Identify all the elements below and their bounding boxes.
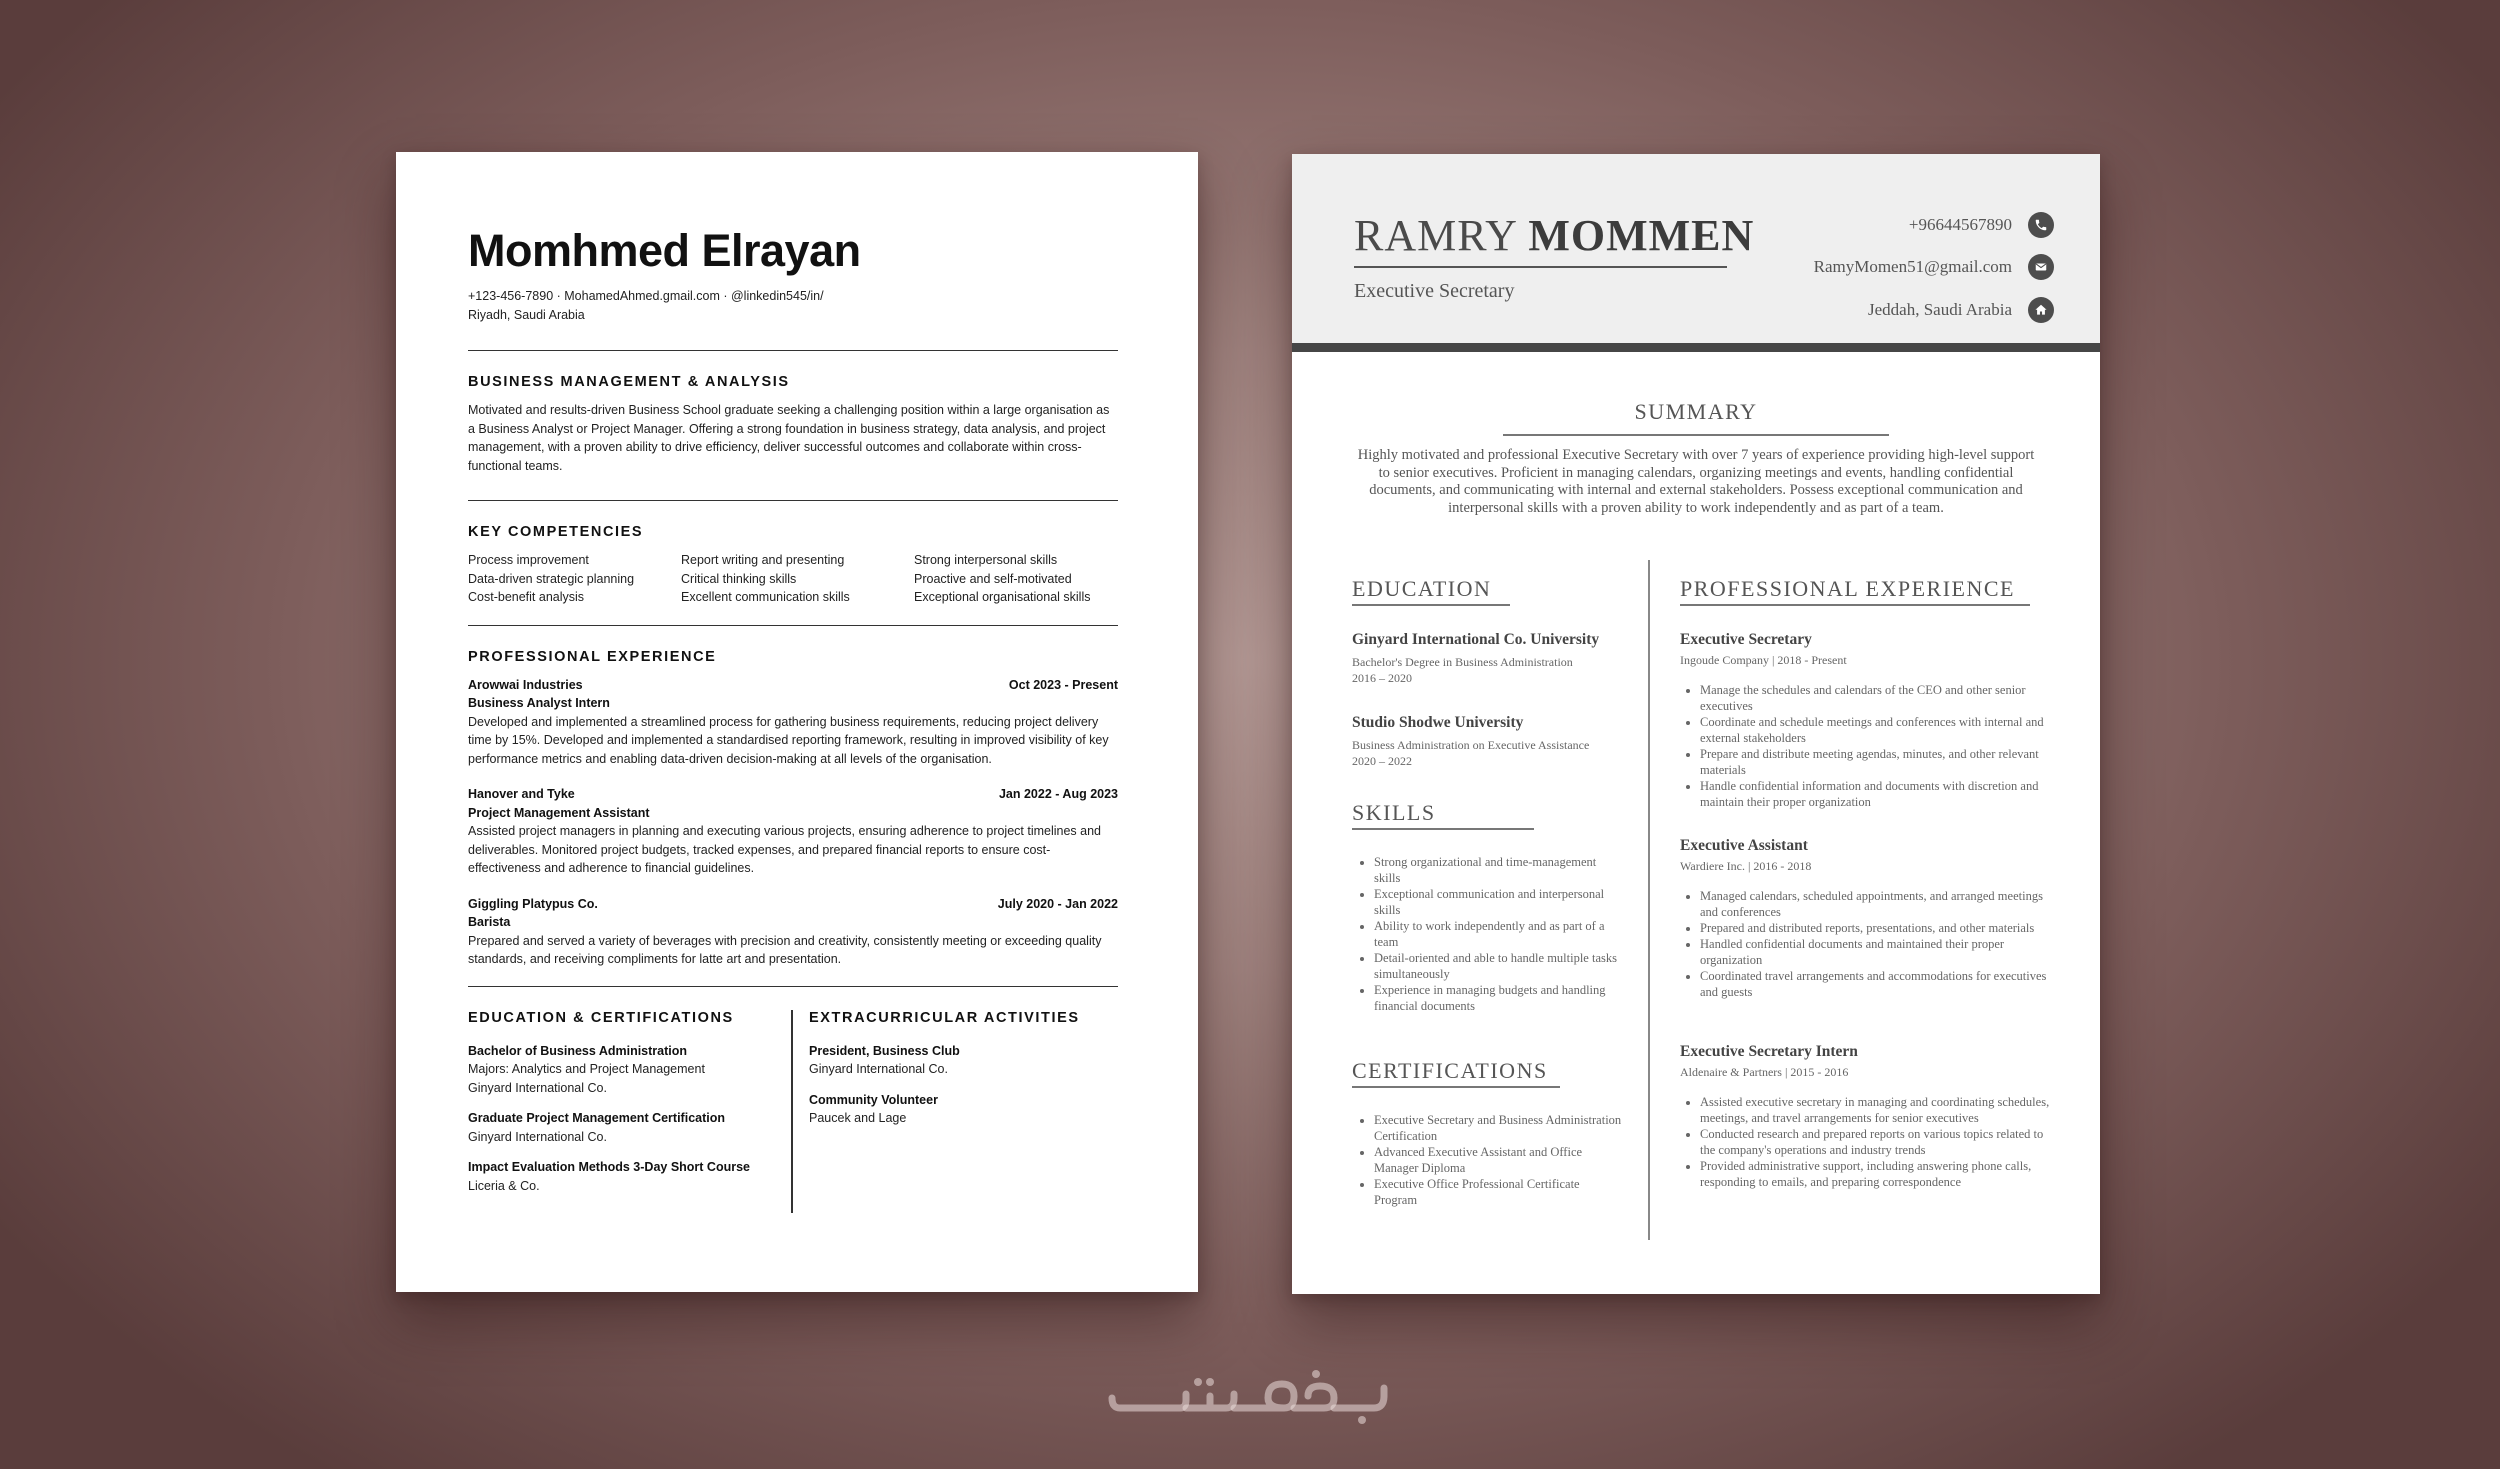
job-entry [468, 895, 1118, 969]
activity-title: President, Business Club [809, 1043, 960, 1058]
mail-icon [2028, 254, 2054, 280]
competency-item: Proactive and self-motivated [914, 571, 1072, 586]
education-degree: Business Administration on Executive Assistance [1352, 738, 1590, 752]
khamsat-logo-watermark [1100, 1362, 1400, 1432]
certification-item: • Executive Secretary and Business Administration Certification [1374, 1112, 1624, 1144]
job-role: Executive Secretary Intern [1680, 1043, 1858, 1060]
resume1-contact-line: +123-456-7890 · MohamedAhmed.gmail.com · @linkedin545/in/ [468, 289, 824, 303]
education-detail: Majors: Analytics and Project Management [468, 1062, 705, 1076]
experience-underline [1680, 604, 2030, 606]
competency-item: Excellent communication skills [681, 590, 850, 604]
job-entry [468, 676, 1118, 769]
contact-email [1814, 254, 2054, 280]
job-bullet: • Prepared and distributed reports, presentations, and other materials [1700, 920, 2060, 936]
resume2-job-title: Executive Secretary [1354, 280, 1515, 302]
resume2-last-name: MOMMEN [1528, 211, 1755, 260]
competencies-heading: KEY COMPETENCIES [468, 524, 644, 540]
education-heading: EDUCATION & CERTIFICATIONS [468, 1009, 734, 1026]
job-role: Executive Assistant [1680, 837, 1808, 854]
education-underline [1352, 604, 1510, 606]
education-activities-row [468, 1010, 1118, 1213]
education-heading: EDUCATION [1352, 576, 1492, 601]
job-entry [1680, 837, 2060, 1000]
contact-location [1868, 297, 2054, 323]
job-entry [1680, 1043, 2060, 1190]
activities-heading: EXTRACURRICULAR ACTIVITIES [809, 1009, 1080, 1026]
summary-text: Highly motivated and professional Executive Secretary with over 7 years of experience providing high-level support to senior executives. Proficient in managing calendars, organizing meetings and events, handling confidential documents, and communicating with internal and external stakeholders. Possess exceptional communication and interpersonal skills with a proven ability to work independently and as part of a team. [1357, 447, 2035, 516]
education-detail: Ginyard International Co. [468, 1129, 607, 1144]
education-entry [1352, 631, 1599, 686]
job-role: Business Analyst Intern [468, 696, 610, 710]
column-divider [1648, 560, 1650, 1240]
resume-business-analyst [396, 152, 1198, 1292]
job-company: Arowwai Industries [468, 677, 583, 692]
job-dates: July 2020 - Jan 2022 [997, 896, 1118, 911]
name-underline [1354, 266, 1727, 268]
job-entry [468, 785, 1118, 878]
job-role: Barista [468, 915, 511, 929]
education-title: Bachelor of Business Administration [468, 1043, 688, 1058]
competency-item: Data-driven strategic planning [468, 571, 635, 586]
job-meta: Aldenaire & Partners | 2015 - 2016 [1680, 1065, 1849, 1079]
competency-item: Cost-benefit analysis [468, 590, 585, 604]
activity-detail: Paucek and Lage [809, 1111, 907, 1125]
resume1-location: Riyadh, Saudi Arabia [468, 308, 585, 322]
job-description: Assisted project managers in planning and executing various projects, ensuring adherence to project timelines and deliverables. Monitored project budgets, tracked expenses, and prepared financial reports to ensure cost-effectiveness and adherence to financial guidelines. [468, 824, 1102, 875]
resume1-name: Momhmed Elrayan [468, 225, 861, 276]
resume2-name [1354, 211, 1755, 260]
job-description: Developed and implemented a streamlined process for gathering business requirements, reducing project delivery time by 15%. Developed and implemented a standardised reporting framework, resulting in improved visibility of key performance metrics and enabling data-driven decision-making at all levels of the organisation. [468, 714, 1109, 766]
home-icon [2028, 297, 2054, 323]
activity-detail: Ginyard International Co. [809, 1062, 948, 1076]
education-column [468, 1010, 793, 1213]
certification-item: • Advanced Executive Assistant and Office Manager Diploma [1374, 1144, 1624, 1176]
summary-text: Motivated and results-driven Business School graduate seeking a challenging position within a large organisation as a Business Analyst or Project Manager. Offering a strong foundation in business strategy, data analysis, and project management, with a proven ability to drive efficiency, deliver successful outcomes and collaborate within cross-functional teams. [468, 403, 1110, 473]
summary-heading: SUMMARY [1634, 399, 1758, 424]
skill-item: • Exceptional communication and interpersonal skills [1374, 886, 1624, 918]
skill-item: • Ability to work independently and as part of a team [1374, 918, 1624, 950]
job-bullet: • Coordinate and schedule meetings and conferences with internal and external stakeholders [1700, 714, 2060, 746]
certification-item: • Executive Office Professional Certificate Program [1374, 1176, 1624, 1208]
job-meta: Ingoude Company | 2018 - Present [1680, 653, 1847, 667]
job-role: Project Management Assistant [468, 805, 650, 820]
education-entry [468, 1042, 776, 1098]
competency-item: Process improvement [468, 553, 589, 567]
education-school: Studio Shodwe University [1352, 714, 1524, 731]
skills-list [1354, 854, 1624, 1014]
job-entry [1680, 631, 2060, 810]
divider [468, 350, 1118, 351]
education-years: 2016 – 2020 [1352, 671, 1412, 685]
competency-item: Strong interpersonal skills [914, 553, 1058, 567]
education-detail: Liceria & Co. [468, 1178, 540, 1193]
job-bullet: • Handle confidential information and documents with discretion and maintain their proper organization [1700, 778, 2060, 810]
competency-item: Critical thinking skills [681, 571, 797, 586]
job-bullet: • Assisted executive secretary in managing and coordinating schedules, meetings, and travel arrangements for senior executives [1700, 1094, 2060, 1126]
job-bullet: • Conducted research and prepared reports on various topics related to the company's operations and industry trends [1700, 1126, 2060, 1158]
job-bullets [1680, 682, 2060, 810]
education-years: 2020 – 2022 [1352, 754, 1412, 768]
experience-heading: PROFESSIONAL EXPERIENCE [468, 648, 717, 665]
skill-item: • Experience in managing budgets and handling financial documents [1374, 982, 1624, 1014]
job-bullet: • Provided administrative support, including answering phone calls, responding to emails, and preparing correspondence [1700, 1158, 2060, 1190]
job-bullet: • Prepare and distribute meeting agendas, minutes, and other relevant materials [1700, 746, 2060, 778]
activity-entry [809, 1042, 1118, 1079]
summary-underline [1503, 434, 1889, 436]
divider [468, 625, 1118, 626]
job-role: Executive Secretary [1680, 631, 1812, 648]
contact-phone [1909, 212, 2054, 238]
job-dates: Jan 2022 - Aug 2023 [998, 787, 1118, 801]
competencies-list [468, 551, 1118, 607]
education-entry [468, 1158, 776, 1195]
job-company: Hanover and Tyke [468, 787, 575, 801]
job-bullets [1680, 888, 2060, 1000]
email-text: RamyMomen51@gmail.com [1813, 257, 2012, 276]
activity-title: Community Volunteer [809, 1092, 938, 1107]
job-description: Prepared and served a variety of beverages with precision and creativity, consistently meeting or exceeding quality standards, and receiving compliments for latte art and presentation. [468, 933, 1102, 966]
job-bullets [1680, 1094, 2060, 1190]
job-bullet: • Managed calendars, scheduled appointments, and arranged meetings and conferences [1700, 888, 2060, 920]
skills-heading: SKILLS [1352, 800, 1436, 825]
skill-item: • Strong organizational and time-management skills [1374, 854, 1624, 886]
resume-executive-secretary [1292, 154, 2100, 1294]
certifications-list [1354, 1112, 1624, 1208]
education-entry [468, 1109, 776, 1146]
certifications-underline [1352, 1086, 1560, 1088]
location-text: Jeddah, Saudi Arabia [1868, 300, 2012, 319]
resume2-first-name: RAMRY [1354, 211, 1517, 260]
job-bullet: • Coordinated travel arrangements and accommodations for executives and guests [1700, 968, 2060, 1000]
certifications-heading: CERTIFICATIONS [1352, 1058, 1548, 1083]
experience-heading: PROFESSIONAL EXPERIENCE [1680, 576, 2015, 601]
phone-icon [2028, 212, 2054, 238]
education-degree: Bachelor's Degree in Business Administration [1352, 655, 1573, 669]
education-detail: Ginyard International Co. [468, 1080, 607, 1095]
skill-item: • Detail-oriented and able to handle multiple tasks simultaneously [1374, 950, 1624, 982]
phone-text: +96644567890 [1908, 215, 2012, 234]
competency-item: Exceptional organisational skills [914, 590, 1091, 604]
competency-item: Report writing and presenting [681, 553, 845, 567]
skills-underline [1352, 828, 1534, 830]
job-meta: Wardiere Inc. | 2016 - 2018 [1680, 859, 1812, 873]
job-bullet: • Handled confidential documents and maintained their proper organization [1700, 936, 2060, 968]
education-entry [1352, 714, 1589, 769]
job-company: Giggling Platypus Co. [468, 896, 598, 911]
activities-column [793, 1010, 1118, 1213]
education-title: Impact Evaluation Methods 3-Day Short Course [468, 1160, 750, 1174]
divider [468, 986, 1118, 987]
education-title: Graduate Project Management Certification [468, 1111, 726, 1125]
resume2-header [1292, 154, 2100, 352]
education-school: Ginyard International Co. University [1352, 631, 1600, 648]
divider [468, 500, 1118, 501]
summary-heading: BUSINESS MANAGEMENT & ANALYSIS [468, 374, 790, 390]
job-dates: Oct 2023 - Present [1008, 677, 1118, 692]
job-bullet: • Manage the schedules and calendars of the CEO and other senior executives [1700, 682, 2060, 714]
activity-entry [809, 1091, 1118, 1128]
